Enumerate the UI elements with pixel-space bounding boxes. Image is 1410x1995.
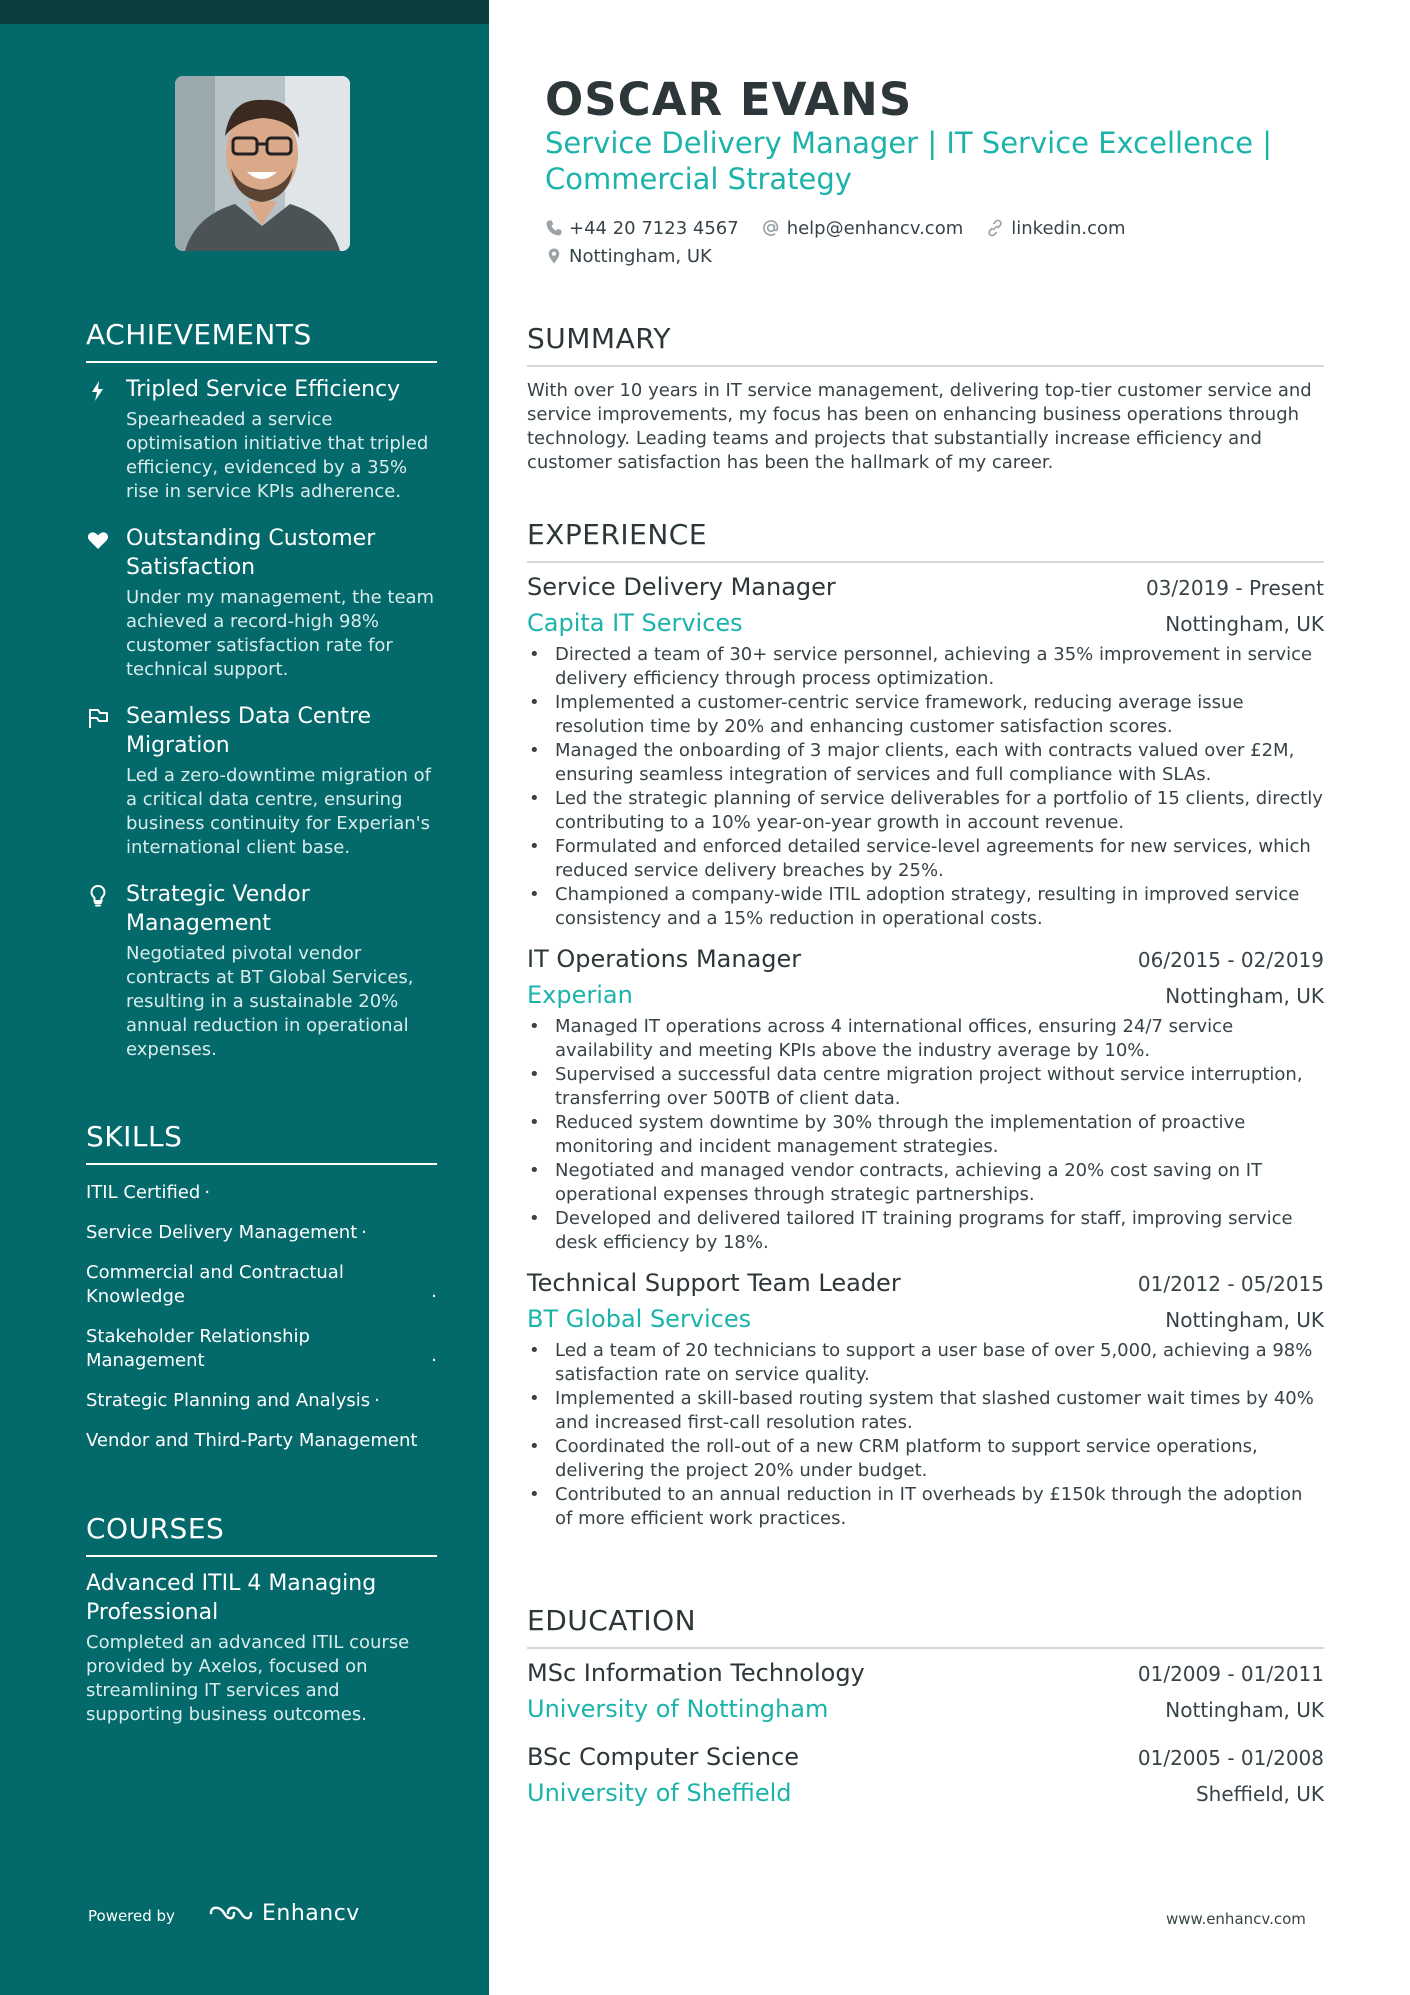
bullet-item: • Directed a team of 30+ service personnel, achieving a 35% improvement in service delivery efficiency through process optimization. [527, 643, 1324, 691]
skills-title: SKILLS [86, 1120, 437, 1165]
skill-item: Commercial and Contractual Knowledge · [86, 1262, 437, 1307]
bullet-item: • Managed the onboarding of 3 major clients, each with contracts valued over £2M, ensuring seamless integration of services and full compliance with SLAs. [527, 739, 1324, 787]
education-school: University of Nottingham [527, 1695, 829, 1723]
contact-location [545, 246, 712, 267]
job-role: Technical Support Team Leader [527, 1269, 901, 1297]
achievement-item [86, 375, 437, 504]
bullet-item: • Led a team of 20 technicians to support a user base of over 5,000, achieving a 98% satisfaction rate on service quality. [527, 1339, 1324, 1387]
candidate-headline: Service Delivery Manager | IT Service Excellence | Commercial Strategy [545, 126, 1273, 196]
achievement-desc: Under my management, the team achieved a record-high 98% customer satisfaction rate for technical support. [126, 587, 435, 680]
sidebar [0, 0, 489, 1995]
contact-info [545, 214, 1305, 270]
skill-label: Strategic Planning and Analysis [86, 1390, 371, 1411]
education-location: Nottingham, UK [1165, 1698, 1324, 1722]
achievement-desc: Spearheaded a service optimisation initiative that tripled efficiency, evidenced by a 35% rise in service KPIs adherence. [126, 409, 429, 502]
enhancv-logo-icon [208, 1900, 254, 1926]
education-location: Sheffield, UK [1195, 1782, 1324, 1806]
location-text: Nottingham, UK [569, 245, 712, 267]
bullet-item: • Negotiated and managed vendor contracts, achieving a 20% cost saving on IT operational expenses through strategic partnerships. [527, 1159, 1324, 1207]
candidate-name: OSCAR EVANS [545, 73, 913, 126]
skill-item: Stakeholder Relationship Management · [86, 1326, 437, 1371]
bullet-item: • Coordinated the roll-out of a new CRM platform to support service operations, delivering the project 20% under budget. [527, 1435, 1324, 1483]
bullet-item: • Formulated and enforced detailed service-level agreements for new services, which reduced service delivery breaches by 25%. [527, 835, 1324, 883]
job-role: Service Delivery Manager [527, 573, 836, 601]
job-dates: 06/2015 - 02/2019 [1137, 948, 1324, 972]
bullet-item: • Supervised a successful data centre migration project without service interruption, transferring over 500TB of client data. [527, 1063, 1324, 1111]
bullet-item: • Implemented a skill-based routing system that slashed customer wait times by 40% and increased first-call resolution rates. [527, 1387, 1324, 1435]
course-title: Advanced ITIL 4 Managing Professional [86, 1571, 377, 1625]
sidebar-top-bar [0, 0, 489, 24]
enhancv-logo[interactable] [208, 1900, 360, 1926]
location-pin-icon [545, 246, 563, 266]
contact-linkedin[interactable] [985, 218, 1125, 239]
phone-text: +44 20 7123 4567 [569, 217, 739, 239]
job-bullets [527, 1015, 1324, 1255]
education-dates: 01/2009 - 01/2011 [1137, 1662, 1324, 1686]
enhancv-logo-text: Enhancv [262, 1900, 360, 1926]
footer-url[interactable]: www.enhancv.com [1166, 1910, 1306, 1928]
course-desc: Completed an advanced ITIL course provided by Axelos, focused on streamlining IT services and supporting business outcomes. [86, 1632, 410, 1725]
summary-section [527, 322, 1324, 475]
job-entry [527, 945, 1324, 1255]
skill-label: ITIL Certified [86, 1182, 201, 1203]
powered-by-label: Powered by [88, 1907, 175, 1925]
education-dates: 01/2005 - 01/2008 [1137, 1746, 1324, 1770]
lightning-icon [86, 379, 110, 403]
at-icon [761, 218, 781, 238]
experience-title: EXPERIENCE [527, 518, 1324, 563]
job-bullets [527, 1339, 1324, 1531]
job-location: Nottingham, UK [1165, 612, 1324, 636]
bullet-item: • Reduced system downtime by 30% through the implementation of proactive monitoring and incident management strategies. [527, 1111, 1324, 1159]
courses-title: COURSES [86, 1512, 437, 1557]
education-school: University of Sheffield [527, 1779, 792, 1807]
education-title: EDUCATION [527, 1604, 1324, 1649]
skill-label: Commercial and Contractual Knowledge [86, 1262, 344, 1307]
bullet-item: • Developed and delivered tailored IT training programs for staff, improving service desk efficiency by 18%. [527, 1207, 1324, 1255]
education-degree: MSc Information Technology [527, 1659, 865, 1687]
skill-label: Stakeholder Relationship Management [86, 1326, 310, 1371]
bullet-item: • Contributed to an annual reduction in IT overheads by £150k through the adoption of more efficient work practices. [527, 1483, 1324, 1531]
contact-phone[interactable] [545, 218, 739, 239]
job-entry [527, 573, 1324, 931]
bullet-item: • Implemented a customer-centric service framework, reducing average issue resolution time by 20% and enhancing customer satisfaction scores. [527, 691, 1324, 739]
job-dates: 03/2019 - Present [1145, 576, 1324, 600]
heart-icon [86, 528, 110, 552]
experience-section [527, 518, 1324, 1531]
summary-title: SUMMARY [527, 322, 1324, 367]
achievements-title: ACHIEVEMENTS [86, 318, 437, 363]
achievement-item [86, 702, 437, 860]
achievement-title: Seamless Data Centre Migration [126, 704, 372, 758]
job-entry [527, 1269, 1324, 1531]
contact-email[interactable] [761, 218, 964, 239]
summary-text: With over 10 years in IT service management, delivering top-tier customer service and service improvements, my focus has been on enhancing business operations through technology. Leading teams and projects that substantially increase efficiency and customer satisfaction has been the hallmark of my career. [527, 380, 1312, 473]
courses-section [86, 1512, 437, 1727]
skill-label: Service Delivery Management [86, 1222, 358, 1243]
achievement-desc: Led a zero-downtime migration of a critical data centre, ensuring business continuity for Experian's international client base. [126, 765, 431, 858]
email-text: help@enhancv.com [786, 217, 964, 239]
education-degree: BSc Computer Science [527, 1743, 800, 1771]
job-role: IT Operations Manager [527, 945, 802, 973]
profile-photo [175, 76, 350, 251]
job-location: Nottingham, UK [1165, 1308, 1324, 1332]
bullet-item: • Managed IT operations across 4 international offices, ensuring 24/7 service availability and meeting KPIs above the industry average by 10%. [527, 1015, 1324, 1063]
link-icon [985, 218, 1005, 238]
bullet-item: • Championed a company-wide ITIL adoption strategy, resulting in improved service consistency and a 15% reduction in operational costs. [527, 883, 1324, 931]
education-entry [527, 1743, 1324, 1807]
linkedin-text: linkedin.com [1011, 217, 1126, 239]
education-section [527, 1604, 1324, 1807]
achievements-section [86, 318, 437, 1062]
job-location: Nottingham, UK [1165, 984, 1324, 1008]
job-company: BT Global Services [527, 1305, 752, 1333]
bullet-item: • Led the strategic planning of service deliverables for a portfolio of 15 clients, directly contributing to a 10% year-on-year growth in account revenue. [527, 787, 1324, 835]
lightbulb-icon [86, 884, 110, 908]
skill-item [86, 1429, 437, 1453]
job-bullets [527, 643, 1324, 931]
skill-item: ITIL Certified · [86, 1182, 211, 1203]
skill-label: Vendor and Third-Party Management [86, 1430, 418, 1451]
job-company: Capita IT Services [527, 609, 743, 637]
job-company: Experian [527, 981, 633, 1009]
education-entry [527, 1659, 1324, 1723]
achievement-desc: Negotiated pivotal vendor contracts at BT Global Services, resulting in a sustainable 20% annual reduction in operational expenses. [126, 943, 414, 1060]
achievement-title: Strategic Vendor Management [126, 882, 310, 936]
achievement-title: Tripled Service Efficiency [126, 377, 401, 402]
skills-section [86, 1120, 437, 1453]
flag-icon [86, 706, 110, 730]
skill-item: Strategic Planning and Analysis · [86, 1390, 380, 1411]
achievement-item [86, 524, 437, 682]
job-dates: 01/2012 - 05/2015 [1137, 1272, 1324, 1296]
achievement-title: Outstanding Customer Satisfaction [126, 526, 376, 580]
phone-icon [545, 219, 563, 237]
course-item [86, 1569, 437, 1727]
skill-item: Service Delivery Management · [86, 1222, 367, 1243]
achievement-item [86, 880, 437, 1062]
